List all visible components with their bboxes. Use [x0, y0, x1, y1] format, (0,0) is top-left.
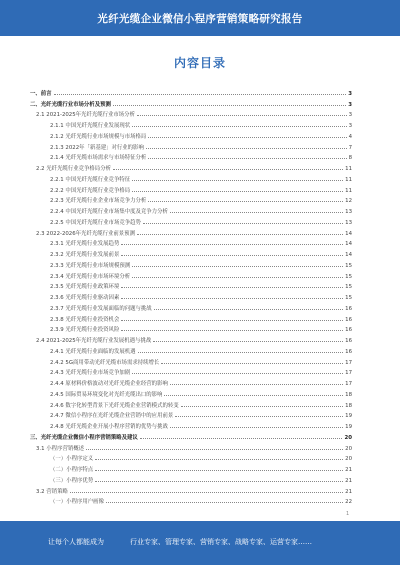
toc-entry-text: 2.2.2 中国光纤光缆行业竞争格局 [50, 187, 131, 194]
toc-entry[interactable] [30, 301, 352, 312]
toc-entry[interactable] [30, 452, 352, 463]
toc-entry[interactable] [30, 86, 352, 97]
toc-entry-text: 2.4.5 国际贸易环境变化对光纤光缆出口的影响 [50, 391, 163, 398]
toc-entry[interactable] [30, 269, 352, 280]
toc-entry[interactable] [30, 376, 352, 387]
toc-leader-dots [137, 234, 343, 235]
toc-entry-page: 16 [345, 338, 352, 344]
toc-entry-page: 18 [345, 391, 352, 398]
toc-entry-page: 19 [345, 424, 352, 430]
toc-leader-dots [148, 201, 343, 202]
toc-entry[interactable] [30, 237, 352, 248]
toc-leader-dots [164, 395, 343, 396]
toc-entry-text: 2.3.7 光纤光缆行业发展面临的问题与挑战 [50, 305, 152, 312]
toc-heading: 内容目录 [173, 56, 226, 70]
toc-entry-page: 3 [348, 123, 352, 129]
toc-entry-text: 2.3.5 光纤光缆行业政策环境 [50, 284, 120, 291]
toc-leader-dots [121, 287, 343, 288]
toc-leader-dots [170, 427, 343, 428]
toc-entry-page: 13 [345, 209, 352, 215]
toc-entry[interactable] [30, 430, 352, 441]
toc-entry-page: 4 [348, 133, 352, 140]
toc-leader-dots [132, 126, 346, 127]
toc-leader-dots [170, 384, 343, 385]
toc-entry-page: 3 [348, 90, 352, 97]
toc-entry-text: （一）小程序定义 [50, 456, 94, 463]
toc-entry-page: 16 [345, 316, 352, 323]
toc-entry-page: 12 [345, 198, 352, 205]
toc-leader-dots [137, 115, 347, 116]
toc-leader-dots [70, 492, 343, 493]
toc-entry[interactable] [30, 344, 352, 355]
toc-entry-page: 14 [345, 252, 352, 258]
toc-entry-text: 2.1 2021-2025年光纤光缆行业市场分析 [36, 112, 135, 119]
toc-leader-dots [106, 502, 343, 503]
toc-entry-page: 3 [348, 101, 352, 108]
toc-entry[interactable] [30, 312, 352, 323]
toc-entry[interactable] [30, 398, 352, 409]
toc-entry-page: 16 [345, 305, 352, 312]
toc-entry-page: 14 [345, 241, 352, 248]
toc-entry-text: 2.1.1 中国光纤光缆行业发展现状 [50, 123, 131, 129]
toc-leader-dots [121, 244, 343, 245]
toc-entry[interactable] [30, 387, 352, 398]
toc-entry-page: 8 [348, 155, 352, 162]
toc-entry-page: 7 [348, 144, 352, 151]
toc-leader-dots [132, 191, 343, 192]
toc-entry[interactable] [30, 441, 352, 452]
toc-entry-text: 3.2 营销策略 [36, 488, 68, 495]
toc-entry[interactable] [30, 226, 352, 237]
toc-entry-page: 21 [345, 477, 352, 484]
toc-leader-dots [86, 449, 343, 450]
toc-entry-text: 2.1.4 光纤光缆市场需求与市场特征分析 [50, 155, 147, 162]
toc-entry[interactable] [30, 355, 352, 366]
toc-leader-dots [161, 363, 343, 364]
toc-entry-page: 15 [345, 273, 352, 280]
toc-entry-text: （一）小程序用户画像 [50, 499, 104, 506]
toc-entry-page: 16 [345, 327, 352, 334]
report-title: 光纤光缆企业微信小程序营销策略研究报告 [97, 12, 303, 25]
toc-entry-text: 2.2.4 中国光纤光缆行业市场集中度及竞争力分析 [50, 209, 168, 215]
toc-entry[interactable] [30, 280, 352, 291]
toc-entry-text: 2.4.3 光纤光缆行业市场竞争加剧 [50, 370, 131, 377]
toc-entry-text: 2.2.5 中国光纤光缆行业市场竞争趋势 [50, 219, 141, 226]
toc-entry[interactable] [30, 183, 352, 194]
toc-leader-dots [175, 416, 343, 417]
toc-entry[interactable] [30, 290, 352, 301]
toc-entry-text: （二）小程序特点 [50, 467, 94, 473]
toc-entry-text: 2.3.3 光纤光缆行业市场规模预测 [50, 262, 131, 269]
report-header [0, 0, 400, 36]
toc-entry[interactable] [30, 419, 352, 430]
toc-entry[interactable] [30, 118, 352, 129]
toc-leader-dots [154, 309, 343, 310]
toc-entry-page: 17 [345, 359, 352, 366]
toc-leader-dots [95, 481, 343, 482]
toc-entry-page: 16 [345, 348, 352, 355]
toc-entry-text: 2.1.2 光纤光缆行业市场规模与市场格局 [50, 133, 147, 140]
toc-leader-dots [148, 158, 346, 159]
toc-entry[interactable] [30, 172, 352, 183]
toc-entry[interactable] [30, 151, 352, 162]
toc-entry-text: 一、前言 [30, 90, 52, 97]
toc-entry-text: 2.4.4 原材料价格波动对光纤光缆企业经营的影响 [50, 381, 168, 387]
toc-entry-page: 17 [345, 370, 352, 377]
toc-entry-text: 2.3.9 光纤光缆行业投资风险 [50, 327, 120, 334]
toc-entry-page: 20 [344, 434, 352, 441]
toc-entry-text: 2.4.1 光纤光缆行业面临的发展机遇 [50, 348, 136, 355]
toc-entry[interactable] [30, 409, 352, 420]
toc-entry-page: 15 [345, 295, 352, 301]
toc-leader-dots [132, 180, 343, 181]
toc-entry-text: 二、光纤光缆行业市场分析及预测 [30, 101, 111, 108]
toc-entry[interactable] [30, 366, 352, 377]
toc-entry-page: 17 [345, 381, 352, 387]
toc-leader-dots [140, 438, 343, 439]
toc-entry-text: （三）小程序优势 [50, 477, 94, 484]
toc-entry-text: 2.4 2021-2025年光纤光缆行业发展机遇与挑战 [36, 338, 152, 344]
toc-entry-text: 2.1.3 2022年「新基建」对行业的影响 [50, 144, 144, 151]
toc-entry-page: 15 [345, 262, 352, 269]
toc-entry-text: 2.4.8 光纤光缆企业开展小程序营销的优势与挑战 [50, 424, 168, 430]
toc-entry-text: 2.3.4 光纤光缆行业市场环境分析 [50, 273, 131, 280]
toc-leader-dots [170, 212, 343, 213]
toc-entry-text: 3.1 小程序营销概述 [36, 445, 85, 452]
toc-entry-page: 14 [345, 230, 352, 237]
toc-leader-dots [138, 352, 344, 353]
toc-entry[interactable] [30, 108, 352, 119]
toc-entry[interactable] [30, 204, 352, 215]
toc-entry-page: 21 [345, 467, 352, 473]
toc-leader-dots [132, 266, 343, 267]
toc-entry[interactable] [30, 97, 352, 108]
report-footer [0, 521, 400, 565]
toc-leader-dots [181, 406, 344, 407]
toc-entry-text: 2.3.2 光纤光缆行业发展前景 [50, 252, 120, 258]
toc-entry-page: 15 [345, 284, 352, 291]
toc-entry[interactable] [30, 161, 352, 172]
toc-entry-page: 11 [345, 176, 352, 183]
toc-entry-page: 11 [345, 166, 352, 172]
toc-entry-page: 22 [345, 499, 352, 506]
toc-entry[interactable] [30, 258, 352, 269]
toc-entry-text: 2.2.3 光纤光缆行业企业市场竞争力分析 [50, 198, 147, 205]
toc-entry[interactable] [30, 140, 352, 151]
toc-entry-page: 20 [345, 445, 352, 452]
toc-entry-page: 3 [348, 112, 352, 119]
toc-entry-text: 2.3.6 光纤光缆行业驱动因素 [50, 295, 120, 301]
toc-entry[interactable] [30, 484, 352, 495]
toc-entry-page: 21 [345, 488, 352, 495]
toc-entry[interactable] [30, 129, 352, 140]
toc-entry[interactable] [30, 462, 352, 473]
footer-slogan: 让每个人都能成为 [48, 538, 104, 546]
toc-leader-dots [113, 169, 343, 170]
toc-leader-dots [95, 470, 343, 471]
toc-entry-page: 18 [345, 402, 352, 409]
toc-entry-text: 2.2.1 中国光纤光缆行业竞争特征 [50, 176, 131, 183]
footer-tagline: 行业专家、管理专家、营销专家、战略专家、运营专家…… [130, 538, 312, 546]
toc-entry[interactable] [30, 323, 352, 334]
toc-leader-dots [54, 94, 347, 95]
toc-entry-text: 2.3 2022-2026年光纤光缆行业前景预测 [36, 230, 135, 237]
toc-entry-text: 2.4.6 数字化转型背景下光纤光缆企业营销模式的转变 [50, 402, 179, 409]
toc-entry[interactable] [30, 215, 352, 226]
toc-entry-text: 2.3.8 光纤光缆行业投资机会 [50, 316, 120, 323]
toc-leader-dots [146, 148, 347, 149]
toc-entry-text: 2.4.7 微信小程序在光纤光缆企业营销中的应用前景 [50, 413, 174, 420]
toc-entry[interactable] [30, 247, 352, 258]
toc-leader-dots [132, 373, 343, 374]
toc-entry[interactable] [30, 333, 352, 344]
toc-entry[interactable] [30, 473, 352, 484]
toc-entry-text: 2.2 光纤光缆行业竞争格局分析 [36, 166, 111, 172]
toc-entry[interactable] [30, 495, 352, 506]
toc-leader-dots [121, 255, 343, 256]
toc-leader-dots [121, 320, 343, 321]
page-number: 1 [346, 511, 350, 517]
toc-entry-page: 20 [345, 456, 352, 463]
toc-entry[interactable] [30, 194, 352, 205]
toc-entry-page: 13 [345, 219, 352, 226]
toc-leader-dots [148, 137, 346, 138]
toc-entry-page: 19 [345, 413, 352, 420]
toc-entry-text: 2.4.2 5G商用带动光纤光缆市场需求持续增长 [50, 359, 160, 366]
table-of-contents [30, 86, 352, 505]
toc-leader-dots [121, 330, 343, 331]
toc-entry-text: 三、光纤光缆企业微信小程序营销策略及建议 [30, 434, 138, 441]
toc-leader-dots [153, 341, 343, 342]
toc-leader-dots [121, 298, 343, 299]
toc-leader-dots [132, 277, 343, 278]
toc-entry-text: 2.3.1 光纤光缆行业发展趋势 [50, 241, 120, 248]
toc-leader-dots [113, 105, 346, 106]
toc-entry-page: 11 [345, 187, 352, 194]
toc-leader-dots [95, 459, 343, 460]
toc-leader-dots [143, 223, 343, 224]
